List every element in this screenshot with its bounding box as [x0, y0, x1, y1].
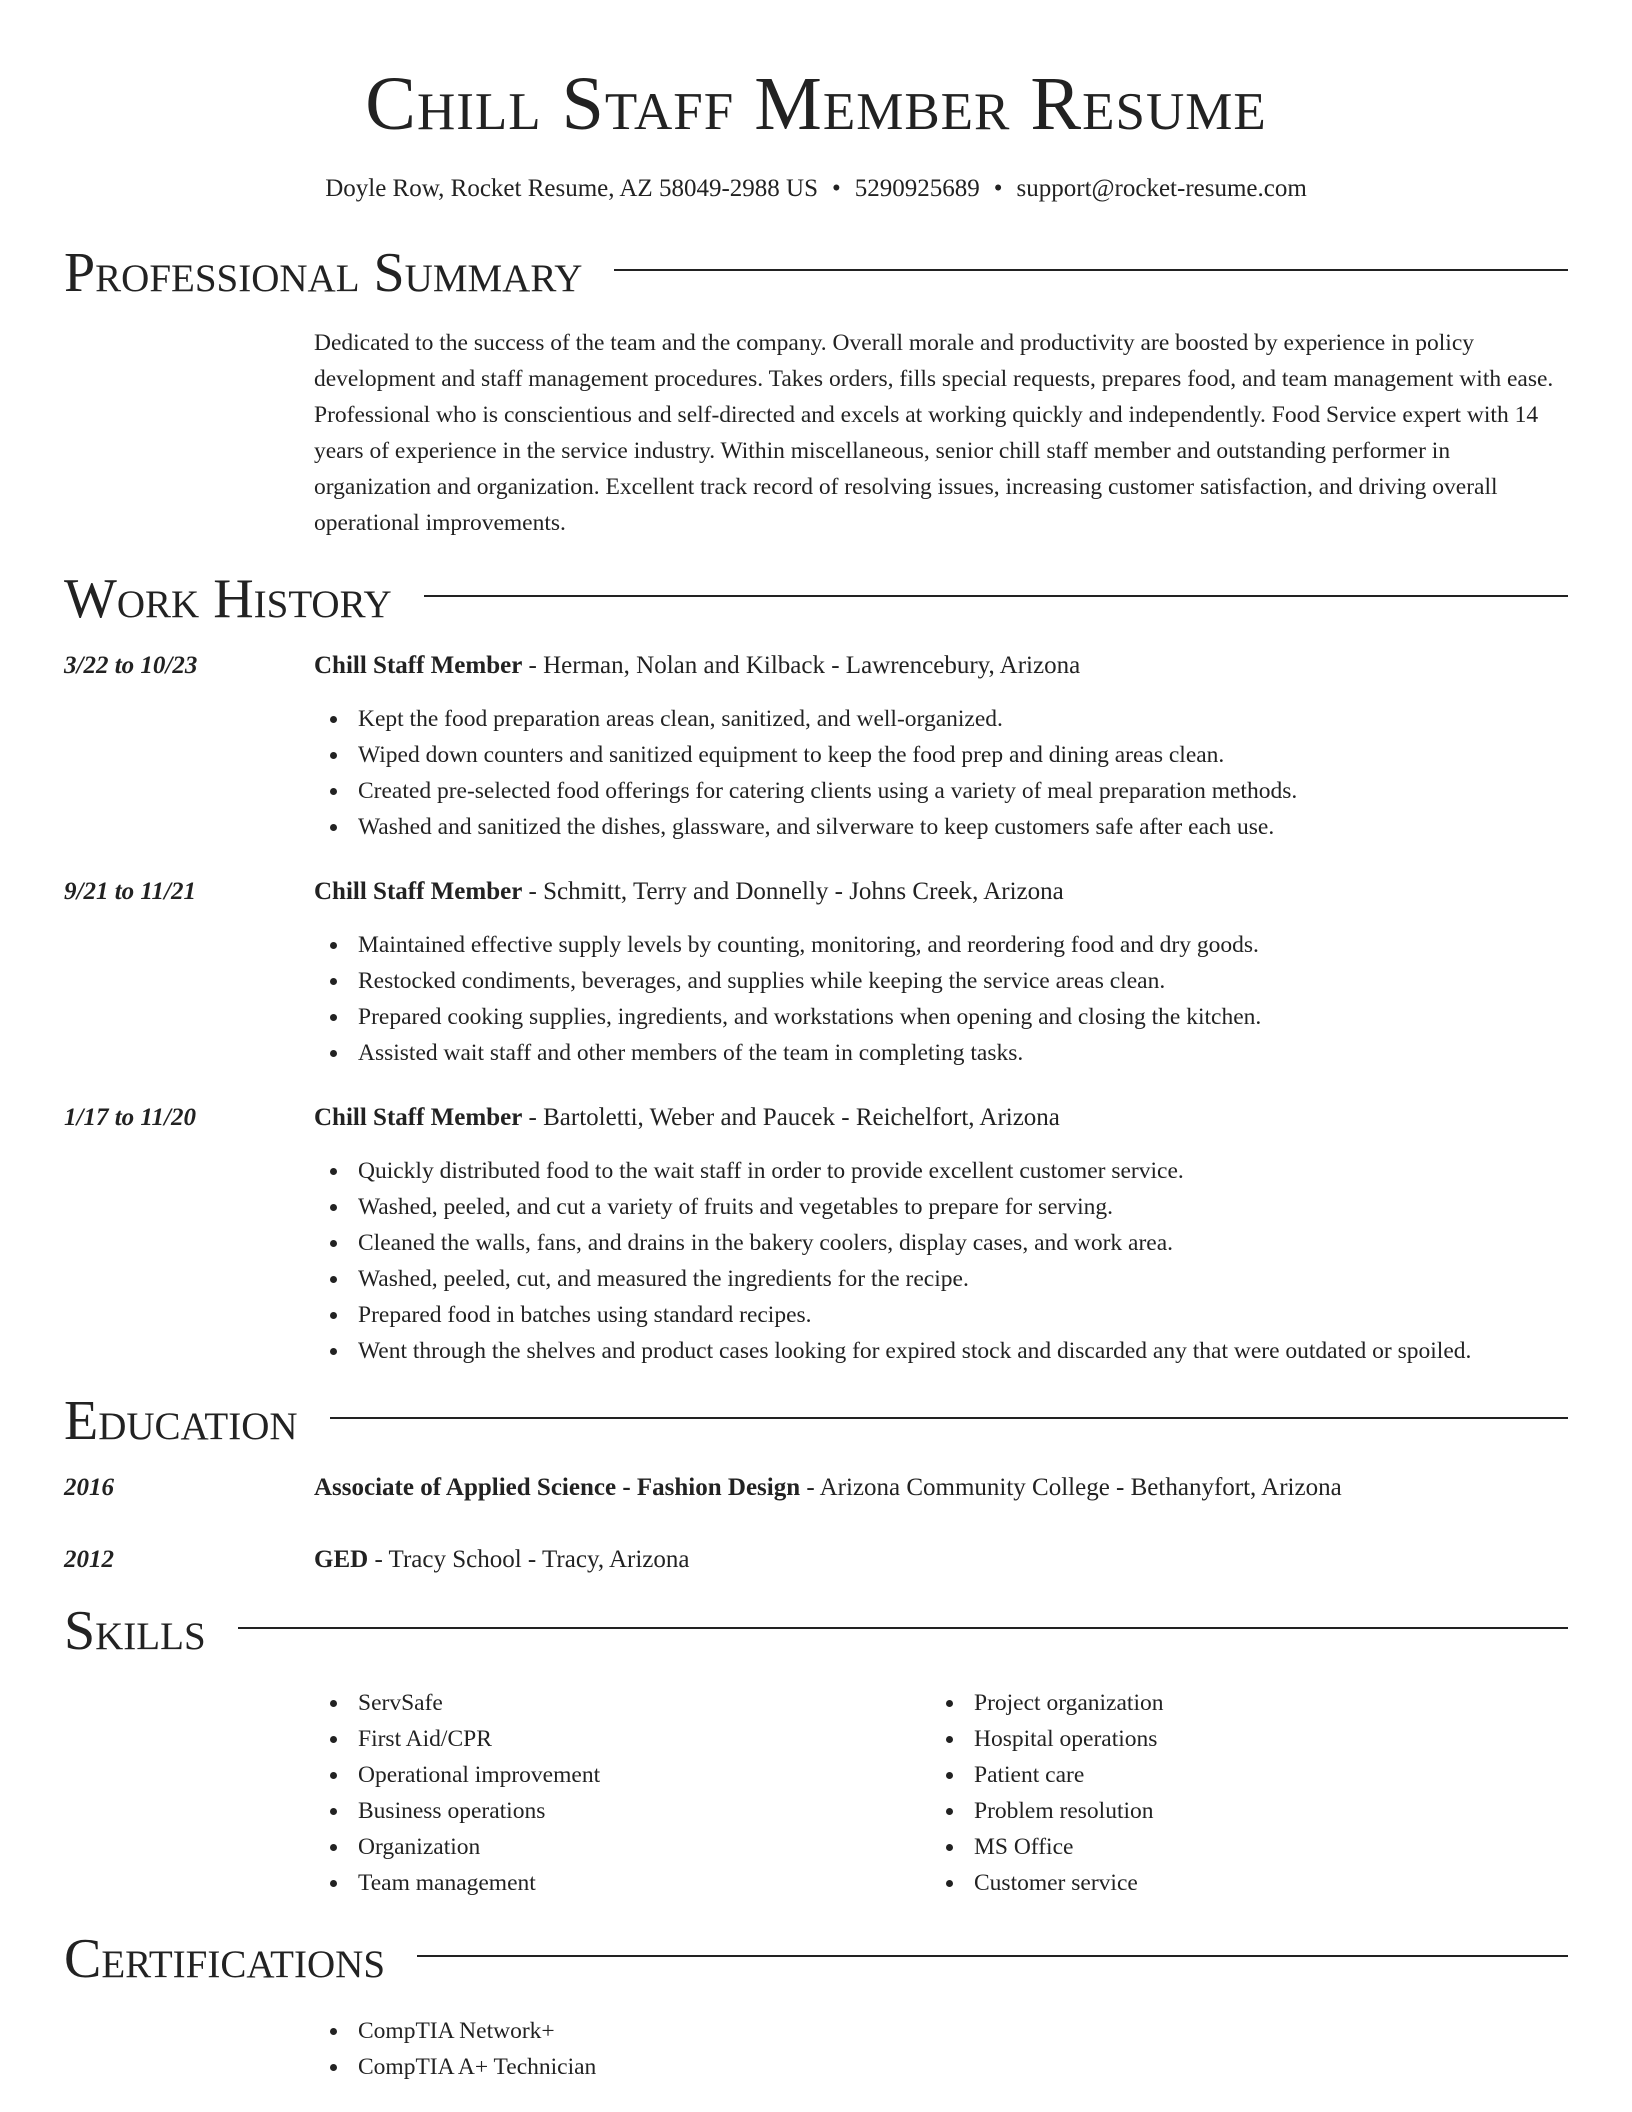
list-item: Kept the food preparation areas clean, sanitized, and well-organized. — [314, 701, 1568, 737]
job-role: Chill Staff Member — [314, 652, 523, 679]
job-header — [64, 1101, 1568, 1135]
list-item: Customer service — [930, 1865, 1546, 1901]
summary-section-header — [64, 243, 1568, 303]
section-divider — [238, 1627, 1568, 1629]
list-item: First Aid/CPR — [314, 1721, 930, 1757]
skills-column-right — [930, 1685, 1546, 1901]
summary-section-title: Professional Summary — [64, 242, 583, 304]
list-item: CompTIA A+ Technician — [314, 2049, 1568, 2085]
job-bullets — [314, 701, 1568, 845]
work-section-header — [64, 569, 1568, 629]
list-item: Patient care — [930, 1757, 1546, 1793]
contact-line — [64, 174, 1568, 204]
list-item: Quickly distributed food to the wait staff in order to provide excellent customer service. — [314, 1153, 1568, 1189]
job-title-line — [314, 875, 1064, 909]
list-item: Prepared cooking supplies, ingredients, and workstations when opening and closing the kitchen. — [314, 999, 1568, 1035]
work-section-title: Work History — [64, 568, 392, 630]
list-item: Team management — [314, 1865, 930, 1901]
list-item: Wiped down counters and sanitized equipment to keep the food prep and dining areas clean. — [314, 737, 1568, 773]
list-item: Assisted wait staff and other members of the team in completing tasks. — [314, 1035, 1568, 1071]
work-job — [64, 1101, 1568, 1369]
list-item: Washed, peeled, cut, and measured the ingredients for the recipe. — [314, 1261, 1568, 1297]
job-bullets — [314, 927, 1568, 1071]
education-section-title: Education — [64, 1390, 298, 1452]
job-title-line — [314, 649, 1080, 683]
job-title-line — [314, 1101, 1060, 1135]
education-year: 2012 — [64, 1546, 114, 1573]
list-item: Operational improvement — [314, 1757, 930, 1793]
job-details: - Schmitt, Terry and Donnelly - Johns Creek, Arizona — [522, 878, 1064, 905]
list-item: Cleaned the walls, fans, and drains in the bakery coolers, display cases, and work area. — [314, 1225, 1568, 1261]
section-divider — [424, 595, 1568, 597]
education-degree: Associate of Applied Science - Fashion Design — [314, 1474, 801, 1501]
section-divider — [417, 1955, 1568, 1957]
skills-grid — [314, 1685, 1568, 1901]
list-item: Maintained effective supply levels by counting, monitoring, and reordering food and dry goods. — [314, 927, 1568, 963]
education-degree: GED — [314, 1546, 369, 1573]
contact-separator: • — [831, 175, 841, 202]
job-header — [64, 875, 1568, 909]
education-section-header — [64, 1391, 1568, 1451]
job-dates: 9/21 to 11/21 — [64, 878, 196, 905]
certifications-section-title: Certifications — [64, 1928, 386, 1990]
work-job — [64, 875, 1568, 1071]
list-item: Project organization — [930, 1685, 1546, 1721]
list-item: Business operations — [314, 1793, 930, 1829]
job-header — [64, 649, 1568, 683]
list-item: ServSafe — [314, 1685, 930, 1721]
education-line — [314, 1543, 689, 1577]
job-dates: 1/17 to 11/20 — [64, 1104, 196, 1131]
certifications-section-header — [64, 1929, 1568, 1989]
list-item: Problem resolution — [930, 1793, 1546, 1829]
work-job — [64, 649, 1568, 845]
education-details: - Arizona Community College - Bethanyfort, Arizona — [800, 1474, 1342, 1501]
list-item: Washed, peeled, and cut a variety of fruits and vegetables to prepare for serving. — [314, 1189, 1568, 1225]
contact-separator: • — [993, 175, 1003, 202]
skills-section-title: Skills — [64, 1600, 206, 1662]
section-divider — [330, 1417, 1568, 1419]
job-role: Chill Staff Member — [314, 1104, 523, 1131]
list-item: Created pre-selected food offerings for catering clients using a variety of meal preparation methods. — [314, 773, 1568, 809]
education-entry — [64, 1543, 1568, 1577]
list-item: Hospital operations — [930, 1721, 1546, 1757]
list-item: Went through the shelves and product cases looking for expired stock and discarded any that were outdated or spoiled. — [314, 1333, 1568, 1369]
certifications-list — [314, 2013, 1568, 2085]
summary-text: Dedicated to the success of the team and the company. Overall morale and productivity are boosted by experience in policy development and staff management procedures. Takes orders, fills special requests, prepares food, and team management with ease. Professional who is conscientious and self-directed and excels at working quickly and independently. Food Service expert with 14 years of experience in the service industry. Within miscellaneous, senior chill staff member and outstanding performer in organization and organization. Excellent track record of resolving issues, increasing customer satisfaction, and driving overall operational improvements. — [314, 330, 1554, 536]
education-entry — [64, 1471, 1568, 1505]
list-item: Restocked condiments, beverages, and supplies while keeping the service areas clean. — [314, 963, 1568, 999]
job-dates: 3/22 to 10/23 — [64, 652, 198, 679]
education-line — [314, 1471, 1342, 1505]
section-divider — [614, 269, 1568, 271]
list-item: Prepared food in batches using standard recipes. — [314, 1297, 1568, 1333]
skills-column-left — [314, 1685, 930, 1901]
job-bullets — [314, 1153, 1568, 1369]
resume-title: Chill Staff Member Resume — [365, 62, 1267, 146]
job-role: Chill Staff Member — [314, 878, 523, 905]
list-item: MS Office — [930, 1829, 1546, 1865]
skills-section-header — [64, 1601, 1568, 1661]
education-details: - Tracy School - Tracy, Arizona — [368, 1546, 690, 1573]
list-item: CompTIA Network+ — [314, 2013, 1568, 2049]
resume-page — [64, 0, 1568, 2085]
job-details: - Herman, Nolan and Kilback - Lawrencebury, Arizona — [522, 652, 1081, 679]
contact-email: support@rocket-resume.com — [1016, 175, 1307, 202]
job-details: - Bartoletti, Weber and Paucek - Reichelfort, Arizona — [522, 1104, 1060, 1131]
education-year: 2016 — [64, 1474, 114, 1501]
contact-phone: 5290925689 — [854, 175, 980, 202]
list-item: Washed and sanitized the dishes, glassware, and silverware to keep customers safe after each use. — [314, 809, 1568, 845]
contact-address: Doyle Row, Rocket Resume, AZ 58049-2988 US — [325, 175, 818, 202]
list-item: Organization — [314, 1829, 930, 1865]
